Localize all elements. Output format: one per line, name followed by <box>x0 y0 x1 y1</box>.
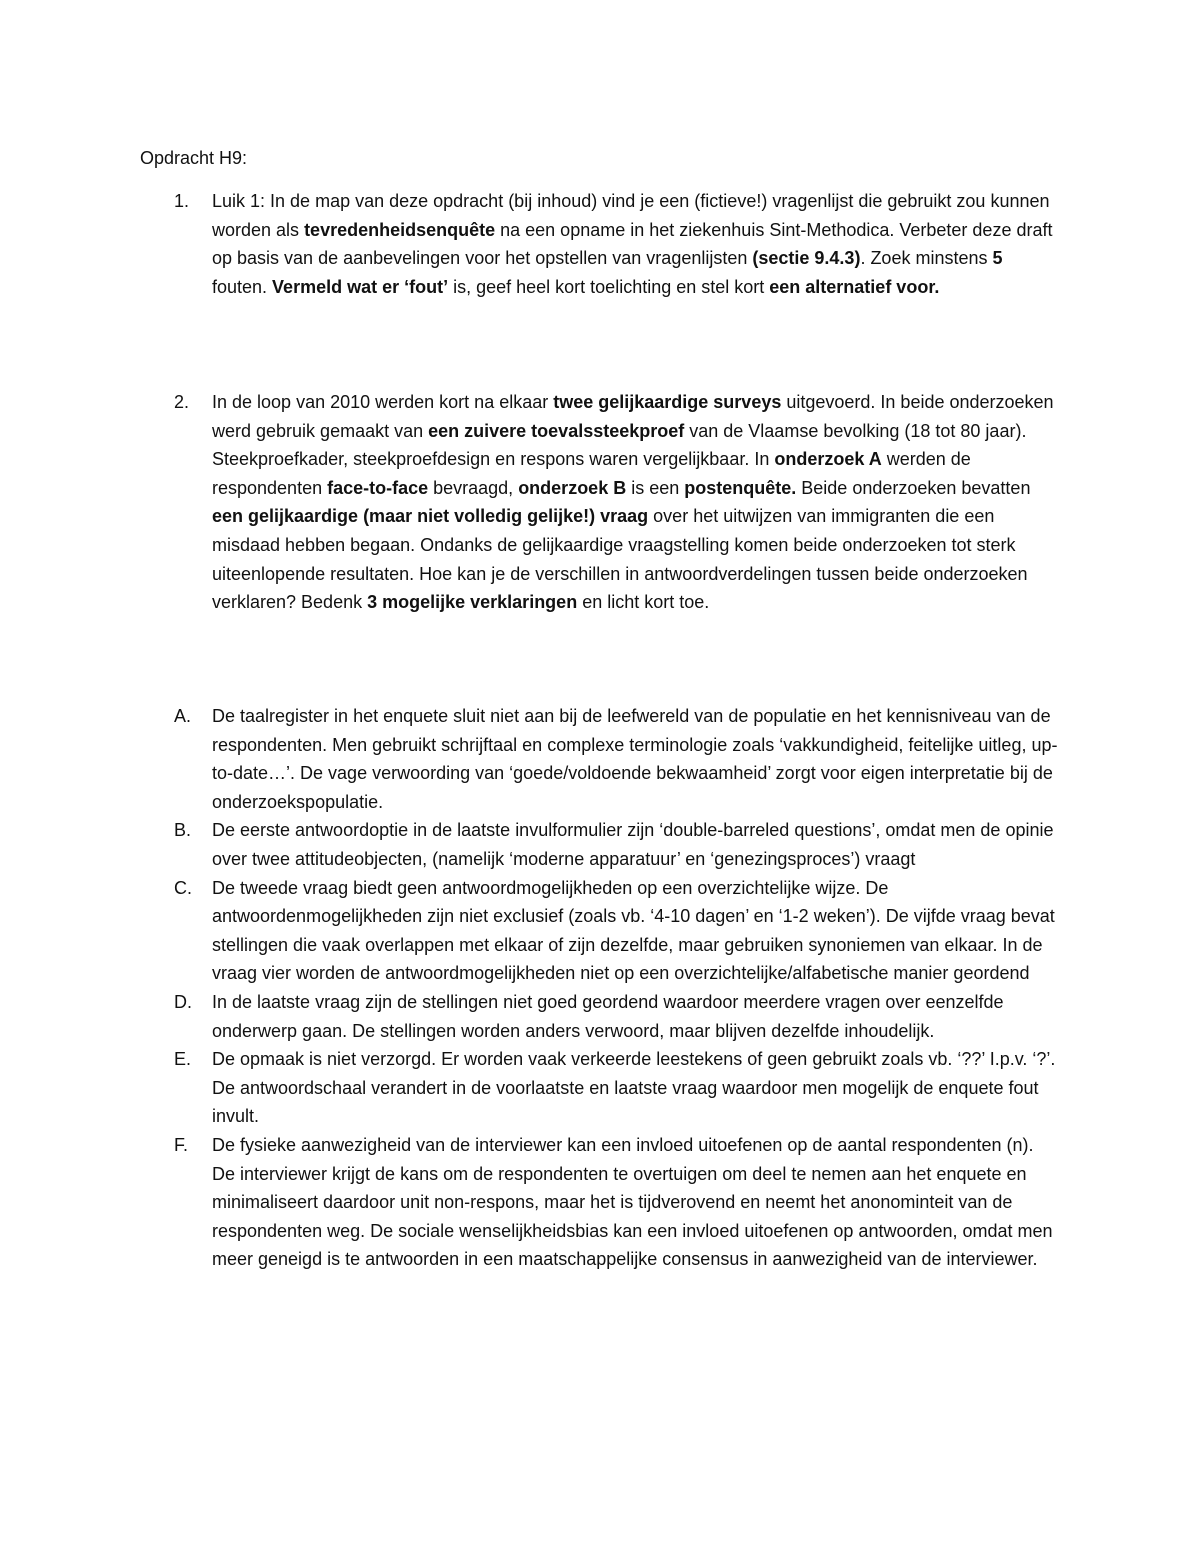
question-item-2 <box>0 388 1200 617</box>
answer-a-marker: A. <box>174 706 192 726</box>
answer-a-text <box>212 702 1060 816</box>
answer-item-c <box>0 874 1200 988</box>
document-title: Opdracht H9: <box>140 148 248 168</box>
answer-b-text <box>212 816 1060 873</box>
text-run: In de loop van 2010 werden kort na elkaar <box>212 392 554 412</box>
answer-f-text <box>212 1131 1060 1274</box>
answer-d-text <box>212 988 1060 1045</box>
text-run: De fysieke aanwezigheid van de interviewer kan een invloed uitoefenen op de aantal respondenten (n). De interviewer krijgt de kans om de respondenten te overtuigen om deel te nemen aan het enquete en minimaliseert daardoor unit non-respons, maar het is tijdverovend en neemt het anonominteit van de respondenten weg. De sociale wenselijkheidsbias kan een invloed uitoefenen op antwoorden, omdat men meer geneigd is te antwoorden in een maatschappelijke consensus in aanwezigheid van de interviewer. <box>212 1134 1053 1270</box>
answer-b-marker: B. <box>174 820 192 841</box>
answer-item-b <box>0 816 1200 873</box>
text-run: bevraagd, <box>428 477 519 498</box>
answer-item-f <box>0 1131 1200 1274</box>
bold-text-run: 3 mogelijke verklaringen <box>367 592 578 613</box>
bold-text-run: onderzoek A <box>774 449 882 470</box>
question-1-marker: 1. <box>174 191 190 211</box>
text-run: fouten. <box>212 276 273 297</box>
bold-text-run: een gelijkaardige (maar niet volledig gelijke!) vraag <box>212 506 649 527</box>
bold-text-run: een alternatief voor. <box>769 276 940 297</box>
answer-item-a <box>0 702 1200 816</box>
answer-d-marker: D. <box>174 991 192 1012</box>
answer-item-d <box>0 988 1200 1045</box>
answer-f-marker: F. <box>174 1134 189 1155</box>
text-run: De eerste antwoordoptie in de laatste invulformulier zijn ‘double-barreled questions’, omdat men de opinie over twee attitudeobjecten, (namelijk ‘moderne apparatuur’ en ‘genezingsproces’) vraagt <box>212 820 1054 869</box>
question-list-2 <box>0 388 1200 617</box>
text-run: De opmaak is niet verzorgd. Er worden vaak verkeerde leestekens of geen gebruikt zoals vb. ‘??’ I.p.v. ‘?’. De antwoordschaal verandert in de voorlaatste en laatste vraag waardoor men mogelijk de enquete fout invult. <box>212 1049 1056 1127</box>
bold-text-run: twee gelijkaardige surveys <box>553 392 782 412</box>
question-list-1 <box>0 187 1200 301</box>
text-run: is, geef heel kort toelichting en stel kort <box>448 276 770 297</box>
bold-text-run: tevredenheidsenquête <box>304 219 496 240</box>
question-2-text <box>212 388 1060 617</box>
text-run: De tweede vraag biedt geen antwoordmogelijkheden op een overzichtelijke wijze. De antwoordenmogelijkheden zijn niet exclusief (zoals vb. ‘4-10 dagen’ en ‘1-2 weken’). De vijfde vraag bevat stellingen die vaak overlappen met elkaar of zijn dezelfde, maar gebruiken synoniemen van elkaar. In de vraag vier worden de antwoordmogelijkheden niet op een overzichtelijke/alfabetische manier geordend <box>212 877 1055 984</box>
bold-text-run: face-to-face <box>327 477 429 498</box>
text-run: De taalregister in het enquete sluit niet aan bij de leefwereld van de populatie en het kennisniveau van de respondenten. Men gebruikt schrijftaal en complexe terminologie zoals ‘vakkundigheid, feitelijke uitleg, up-to-date…’. De vage verwoording van ‘goede/voldoende bekwaamheid’ zorgt voor eigen interpretatie bij de onderzoekspopulatie. <box>212 706 1058 812</box>
text-run: en licht kort toe. <box>577 592 710 613</box>
bold-text-run: onderzoek B <box>518 477 627 498</box>
question-2-marker: 2. <box>174 392 190 412</box>
bold-text-run: een zuivere toevalssteekproef <box>428 420 685 441</box>
text-run: Luik 1: In de map van deze opdracht (bij inhoud) vind je een (fictieve!) vragenlijst die gebruikt zou kunnen worden als <box>212 191 1050 240</box>
text-run: over het uitwijzen van immigranten die een misdaad hebben begaan. Ondanks de gelijkaardige vraagstelling komen beide onderzoeken tot sterk uiteenlopende resultaten. Hoe kan je de verschillen in antwoordverdelingen tussen beide onderzoeken verklaren? Bedenk <box>212 506 1028 613</box>
text-run: werden de respondenten <box>212 449 971 498</box>
text-run: van de Vlaamse bevolking (18 tot 80 jaar). Steekproefkader, steekproefdesign en respons waren vergelijkbaar. In <box>212 420 1027 470</box>
answer-e-text <box>212 1045 1060 1131</box>
text-run: na een opname in het ziekenhuis Sint-Methodica. Verbeter deze draft op basis van de aanbevelingen voor het opstellen van vragenlijsten <box>212 219 1053 269</box>
question-item-1 <box>0 187 1200 301</box>
text-run: In de laatste vraag zijn de stellingen niet goed geordend waardoor meerdere vragen over eenzelfde onderwerp gaan. De stellingen worden anders verwoord, maar blijven dezelfde inhoudelijk. <box>212 991 1004 1041</box>
answer-item-e <box>0 1045 1200 1131</box>
bold-text-run: 5 <box>992 248 1003 269</box>
answer-c-text <box>212 874 1060 988</box>
bold-text-run: Vermeld wat er ‘fout’ <box>272 276 449 297</box>
answer-e-marker: E. <box>174 1049 192 1070</box>
text-run: Beide onderzoeken bevatten <box>796 477 1031 498</box>
question-1-text <box>212 187 1060 301</box>
text-run: uitgevoerd. In beide onderzoeken werd gebruik gemaakt van <box>212 392 1054 441</box>
bold-text-run: postenquête. <box>684 477 797 498</box>
answer-list <box>0 702 1200 1274</box>
answer-c-marker: C. <box>174 877 192 898</box>
text-run: . Zoek minstens <box>860 248 993 269</box>
bold-text-run: (sectie 9.4.3) <box>752 248 861 269</box>
text-run: is een <box>626 477 685 498</box>
